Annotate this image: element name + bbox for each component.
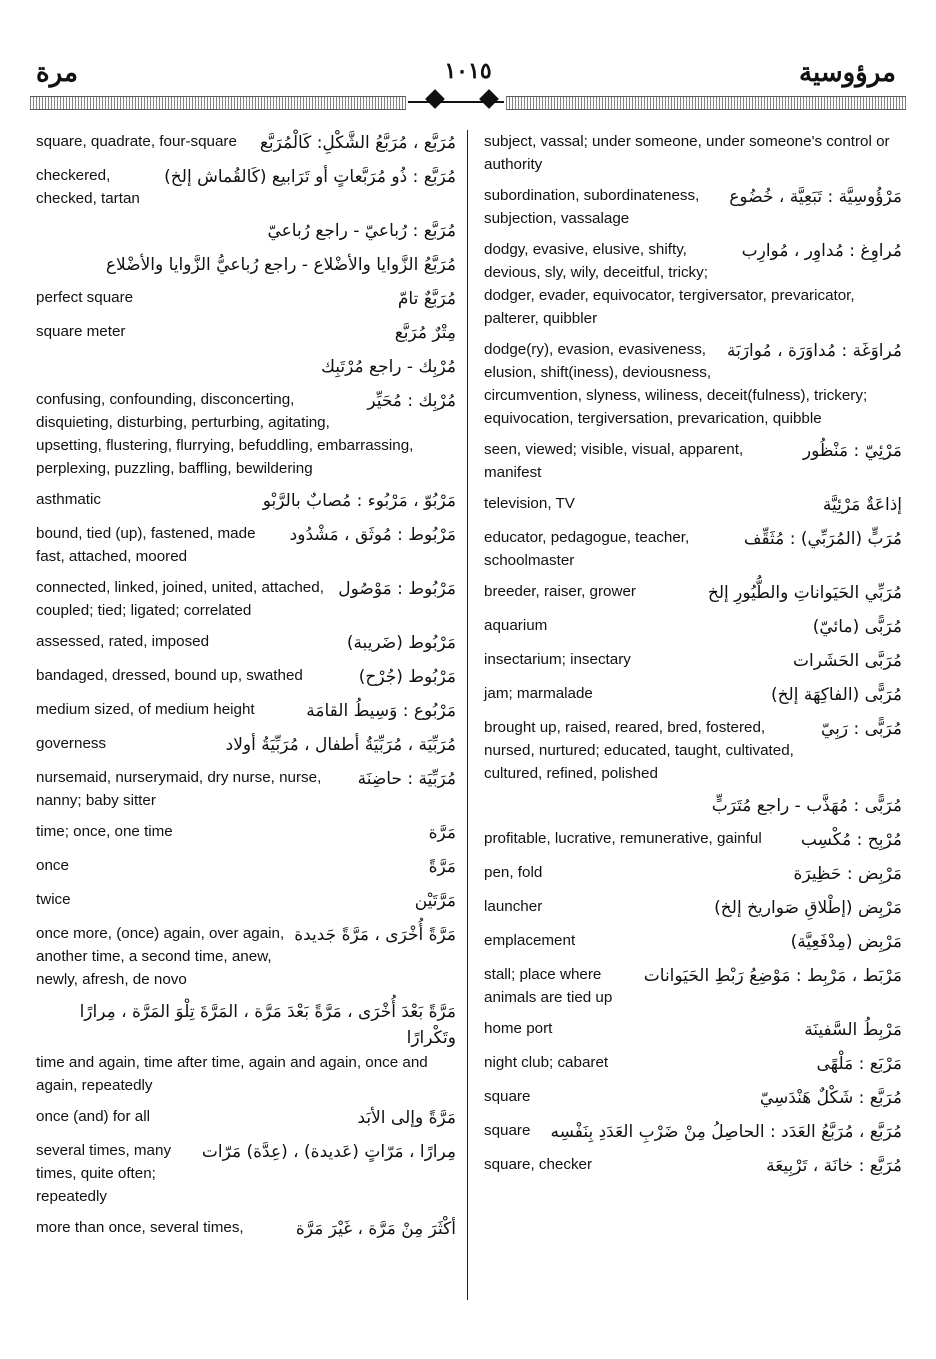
english-translation: asthmatic bbox=[36, 491, 101, 508]
arabic-headword: مَرْبُوط (ضَريبة) bbox=[346, 633, 456, 653]
arabic-headword: مُرَبِّي الحَيَواناتِ والطُّيُورِ إلخ bbox=[707, 583, 902, 603]
english-translation: pen, fold bbox=[484, 864, 543, 881]
dictionary-entry bbox=[36, 766, 456, 812]
arabic-headword: مَرَّةً bbox=[428, 857, 456, 877]
arabic-headword: مُراوَغَة : مُداوَرَة ، مُوارَبَة bbox=[727, 341, 902, 361]
english-translation: jam; marmalade bbox=[484, 685, 593, 702]
dictionary-entry bbox=[484, 1017, 902, 1043]
arabic-headword: مَرْؤُوسِيَّة : تَبَعِيَّة ، خُضُوع bbox=[729, 187, 902, 207]
arabic-headword: مُرَبَّع : ذُو مُرَبَّعاتٍ أو تَرَابيع (كَالقُماش إلخ) bbox=[164, 167, 456, 187]
arabic-headword: مُرَبَّع ، مُرَبَّعُ الشَّكْلِ: كَالْمُرَبَّع bbox=[259, 133, 456, 153]
dictionary-entry bbox=[484, 1085, 902, 1111]
dictionary-entry bbox=[36, 576, 456, 622]
dictionary-entry bbox=[36, 1216, 456, 1242]
arabic-headword: مِرارًا ، مَرّاتٍ (عَديدة) ، (عِدَّة) مَرّات bbox=[201, 1142, 456, 1162]
arabic-headword: مُرَبِّيَة : حاضِنَة bbox=[357, 769, 456, 789]
arabic-headword: مُرَبَّعُ الزَّوايا والأضْلاع - راجع رُباعيُّ الزَّوايا والأضْلاع bbox=[105, 255, 456, 275]
english-translation: more than once, several times, bbox=[36, 1219, 244, 1236]
dictionary-entry bbox=[484, 648, 902, 674]
dictionary-entry bbox=[484, 238, 902, 330]
english-translation: perfect square bbox=[36, 289, 134, 306]
dictionary-entry bbox=[484, 438, 902, 484]
english-translation: launcher bbox=[484, 898, 543, 915]
dictionary-entry bbox=[36, 922, 456, 991]
english-translation: subordination, subordinateness, subjection, vassalage bbox=[484, 187, 700, 227]
english-translation: stall; place where animals are tied up bbox=[484, 966, 613, 1006]
dictionary-entry bbox=[36, 522, 456, 568]
dictionary-entry bbox=[484, 1153, 902, 1179]
dictionary-entry bbox=[484, 614, 902, 640]
english-translation: once more, (once) again, over again, another time, a second time, anew, newly, afresh, de novo bbox=[36, 925, 285, 988]
english-translation: night club; cabaret bbox=[484, 1054, 609, 1071]
dictionary-entry bbox=[484, 1051, 902, 1077]
english-translation: emplacement bbox=[484, 932, 576, 949]
header-rule-right bbox=[506, 96, 906, 110]
dictionary-entry bbox=[36, 218, 456, 244]
dictionary-entry bbox=[484, 929, 902, 955]
english-translation: bandaged, dressed, bound up, swathed bbox=[36, 667, 303, 684]
arabic-headword: مَرَّة bbox=[428, 823, 456, 843]
english-translation: aquarium bbox=[484, 617, 548, 634]
english-translation: subject, vassal; under someone, under someone's control or authority bbox=[484, 133, 890, 173]
english-translation: medium sized, of medium height bbox=[36, 701, 255, 718]
english-translation: educator, pedagogue, teacher, schoolmaster bbox=[484, 529, 690, 569]
arabic-headword: مُرْبِك - راجع مُرْتَبِك bbox=[320, 357, 456, 377]
dictionary-entry bbox=[36, 1139, 456, 1208]
arabic-headword: مُرَبِّيَة ، مُرَبِّيَةُ أطفال ، مُرَبِّيَةُ أولاد bbox=[225, 735, 456, 755]
arabic-headword: مُرَبَّع ، مُرَبَّعُ العَدَد : الحاصِلُ مِنْ ضَرْبِ العَدَدِ بِنَفْسِه bbox=[550, 1122, 902, 1142]
column-divider bbox=[467, 130, 468, 1300]
english-translation: square, checker bbox=[484, 1156, 593, 1173]
arabic-headword: مَرْبَع : مَلْهًى bbox=[816, 1054, 902, 1074]
arabic-headword: مَرْبِض (إطْلاقِ صَواريخ إلخ) bbox=[714, 898, 902, 918]
dictionary-entry bbox=[36, 488, 456, 514]
english-translation: once (and) for all bbox=[36, 1108, 150, 1125]
dictionary-entry bbox=[36, 252, 456, 278]
arabic-headword: مُرَبًّى (الفاكِهَة إلخ) bbox=[770, 685, 902, 705]
dictionary-entry bbox=[36, 664, 456, 690]
dictionary-entry bbox=[484, 338, 902, 430]
dictionary-entry bbox=[484, 793, 902, 819]
arabic-headword: مُرَبًّى : رَبِيّ bbox=[820, 719, 902, 739]
arabic-headword: مَرَّةً أُخْرَى ، مَرَّةً جَديدة bbox=[294, 925, 456, 945]
english-translation: time and again, time after time, again and again, once and again, repeatedly bbox=[36, 1054, 428, 1094]
english-translation: seen, viewed; visible, visual, apparent, manifest bbox=[484, 441, 744, 481]
diamond-ornament-left bbox=[425, 89, 445, 109]
left-column bbox=[36, 130, 456, 1250]
arabic-headword: أكْثَرَ مِنْ مَرَّة ، غَيْرَ مَرَّة bbox=[295, 1219, 456, 1239]
arabic-headword: إذاعَةٌ مَرْئِيَّة bbox=[822, 495, 902, 515]
dictionary-entry bbox=[36, 1105, 456, 1131]
arabic-headword: مَرْبُوط : مُوثَق ، مَشْدُود bbox=[289, 525, 456, 545]
arabic-headword: مَرْبُوع : وَسِيطُ القامَة bbox=[306, 701, 456, 721]
english-translation: bound, tied (up), fastened, made fast, attached, moored bbox=[36, 525, 256, 565]
arabic-headword: مَرْبُوط (جُرْح) bbox=[358, 667, 456, 687]
english-translation: assessed, rated, imposed bbox=[36, 633, 210, 650]
english-translation: profitable, lucrative, remunerative, gainful bbox=[484, 830, 762, 847]
english-translation: governess bbox=[36, 735, 107, 752]
arabic-headword: مَرْبِض : حَظِيرَة bbox=[793, 864, 902, 884]
arabic-headword: مُراوِغ : مُداوِر ، مُوارِب bbox=[741, 241, 902, 261]
diamond-ornament-right bbox=[479, 89, 499, 109]
arabic-headword: مُرَبَّع : رُباعيّ - راجع رُباعيّ bbox=[267, 221, 456, 241]
page-number: ١٠١٥ bbox=[444, 58, 492, 84]
arabic-headword: مِتْرٌ مُرَبَّع bbox=[394, 323, 456, 343]
arabic-headword: مُرَبَّع : شَكْلٌ هَنْدَسِيّ bbox=[759, 1088, 902, 1108]
arabic-headword: مَرَّةً وإلى الأبَد bbox=[357, 1108, 456, 1128]
dictionary-entry bbox=[484, 184, 902, 230]
header-guide-word-left: مرة bbox=[36, 58, 78, 88]
english-translation: square bbox=[484, 1088, 531, 1105]
dictionary-entry bbox=[484, 895, 902, 921]
dictionary-entry bbox=[484, 1119, 902, 1145]
english-translation: breeder, raiser, grower bbox=[484, 583, 636, 600]
dictionary-entry bbox=[36, 388, 456, 480]
dictionary-entry bbox=[36, 888, 456, 914]
english-translation: brought up, raised, reared, bred, fostered, nursed, nurtured; educated, taught, cultivated, cultured, refined, polished bbox=[484, 719, 794, 782]
dictionary-entry bbox=[36, 820, 456, 846]
english-translation: connected, linked, joined, united, attached, coupled; tied; ligated; correlated bbox=[36, 579, 324, 619]
dictionary-entry bbox=[36, 164, 456, 210]
dictionary-entry bbox=[484, 861, 902, 887]
arabic-headword: مَرْبُوط : مَوْصُول bbox=[338, 579, 456, 599]
dictionary-entry bbox=[36, 854, 456, 880]
arabic-headword: مَرَّتَيْن bbox=[414, 891, 456, 911]
english-translation: television, TV bbox=[484, 495, 575, 512]
english-translation: insectarium; insectary bbox=[484, 651, 631, 668]
arabic-headword: مُرَبًّى (مائيّ) bbox=[812, 617, 902, 637]
dictionary-entry bbox=[484, 963, 902, 1009]
dictionary-entry bbox=[36, 999, 456, 1097]
arabic-headword: مُرَبَّع : خانَة ، تَرْبِيعَة bbox=[766, 1156, 902, 1176]
english-translation: dodge(ry), evasion, evasiveness, elusion, shift(iness), deviousness, circumvention, slyness, wiliness, deceit(fulness), trickery; equivocation, tergiversation, prevarication, quibble bbox=[484, 341, 868, 427]
arabic-headword: مَرْبَط ، مَرْبِط : مَوْضِعُ رَبْطِ الحَيَوانات bbox=[643, 966, 902, 986]
dictionary-entry bbox=[484, 827, 902, 853]
english-translation: twice bbox=[36, 891, 71, 908]
dictionary-entry bbox=[36, 130, 456, 156]
dictionary-entry bbox=[36, 698, 456, 724]
arabic-headword: مُرْبِك : مُحَيِّر bbox=[367, 391, 456, 411]
right-column bbox=[484, 130, 902, 1187]
english-translation: nursemaid, nurserymaid, dry nurse, nurse, nanny; baby sitter bbox=[36, 769, 322, 809]
arabic-headword: مُرَبٍّ (المُرَبِّي) : مُثَقِّف bbox=[743, 529, 902, 549]
dictionary-entry bbox=[36, 286, 456, 312]
dictionary-entry bbox=[484, 580, 902, 606]
arabic-headword: مُرْبِح : مُكْسِب bbox=[800, 830, 902, 850]
english-translation: time; once, one time bbox=[36, 823, 173, 840]
header-rule-left bbox=[30, 96, 406, 110]
english-translation: dodgy, evasive, elusive, shifty, devious, sly, wily, deceitful, tricky; dodger, evader, equivocator, tergiversator, prevaricator, palterer, quibbler bbox=[484, 241, 855, 327]
english-translation: home port bbox=[484, 1020, 553, 1037]
arabic-headword: مَرْبِطُ السَّفينَة bbox=[804, 1020, 902, 1040]
english-translation: several times, many times, quite often; repeatedly bbox=[36, 1142, 172, 1205]
english-translation: square meter bbox=[36, 323, 126, 340]
english-translation: square bbox=[484, 1122, 531, 1139]
dictionary-entry bbox=[36, 320, 456, 346]
dictionary-entry bbox=[484, 130, 902, 176]
english-translation: checkered, checked, tartan bbox=[36, 167, 140, 207]
arabic-headword: مُرَبَّى الحَشَرات bbox=[793, 651, 902, 671]
dictionary-entry bbox=[36, 630, 456, 656]
arabic-headword: مُرَبًّى : مُهَذَّب - راجع مُتَرَبٍّ bbox=[711, 796, 902, 816]
arabic-headword: مُرَبَّعٌ تامّ bbox=[397, 289, 456, 309]
dictionary-entry bbox=[36, 354, 456, 380]
dictionary-entry bbox=[484, 716, 902, 785]
arabic-headword: مَرَّةً بَعْدَ أُخْرَى ، مَرَّةً بَعْدَ مَرَّة ، المَرَّةَ تِلْوَ المَرَّة ، مِرارًا وتَكْرارًا bbox=[79, 1002, 456, 1048]
arabic-headword: مَرْئِيّ : مَنْظُور bbox=[802, 441, 902, 461]
dictionary-entry bbox=[484, 682, 902, 708]
english-translation: square, quadrate, four-square bbox=[36, 133, 237, 150]
arabic-headword: مَرْبِض (مِدْفَعِيَّة) bbox=[790, 932, 902, 952]
dictionary-entry bbox=[484, 526, 902, 572]
header-guide-word-right: مرؤوسية bbox=[799, 58, 896, 88]
english-translation: once bbox=[36, 857, 69, 874]
arabic-headword: مَرْبُوّ ، مَرْبُوء : مُصابٌ بالرَّبْو bbox=[262, 491, 456, 511]
english-translation: confusing, confounding, disconcerting, disquieting, disturbing, perturbing, agitating, upsetting, flustering, flurrying, befuddling, embarrassing, perplexing, puzzling, baffling, bewildering bbox=[36, 391, 414, 477]
page-header bbox=[30, 52, 906, 122]
dictionary-entry bbox=[36, 732, 456, 758]
dictionary-entry bbox=[484, 492, 902, 518]
